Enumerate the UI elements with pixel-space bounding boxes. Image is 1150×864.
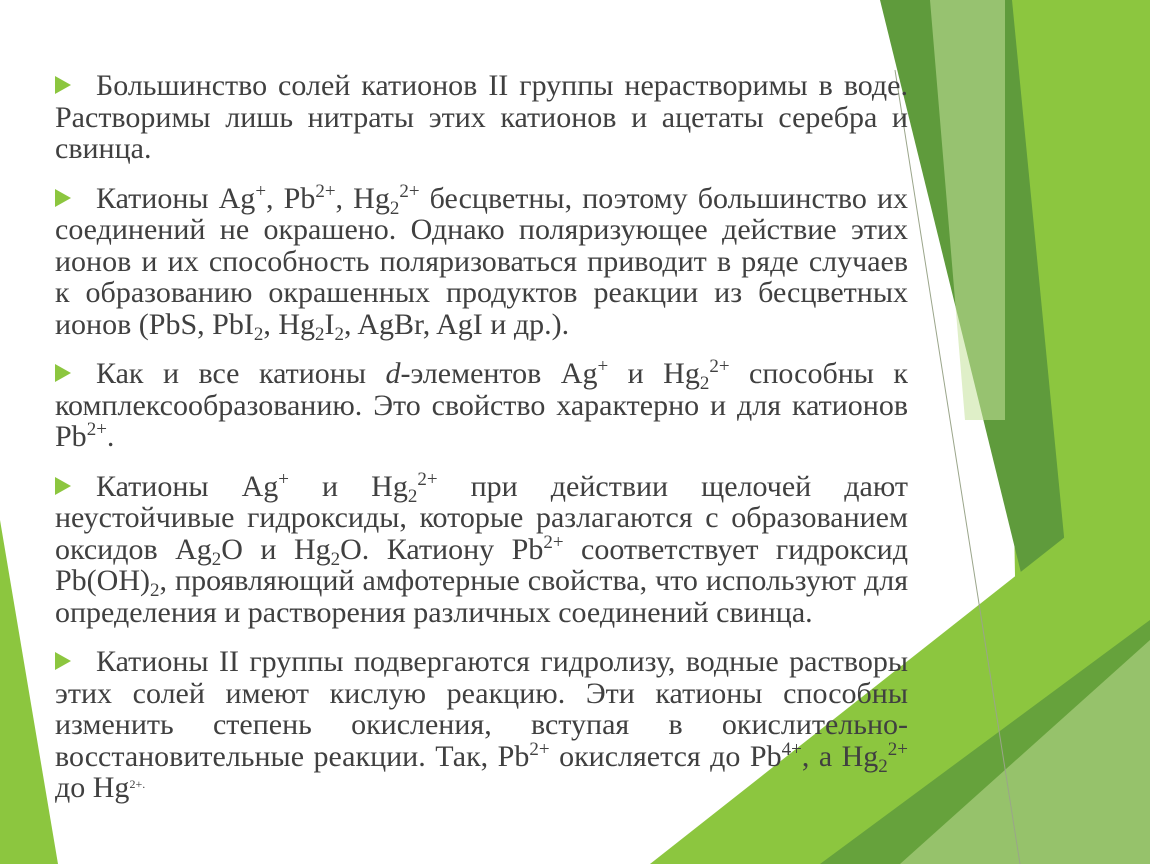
p4-b6: 2 (150, 580, 160, 601)
p4-t6: соответствует гидроксид Pb(OH) (55, 532, 908, 597)
p3-s3: 2+ (709, 356, 730, 377)
p3-t2: -элементов Ag (400, 357, 598, 390)
p2-t4: бесцветны, поэтому большинство их соединений не окрашено. Однако поляризующее действие этих ионов и их способность поляризоваться приводит в ряде случаев к образованию окрашенных продуктов реакции из бесцветных ионов (PbS, PbI (55, 181, 908, 341)
paragraph-1-text: Большинство солей катионов II группы нерастворимы в воде. Растворимы лишь нитраты этих катионов и ацетаты серебра и свинца. (55, 69, 908, 165)
p3-t5: . (106, 420, 115, 453)
paragraph-3 (55, 358, 908, 453)
p5-s1: 2+ (529, 738, 550, 760)
triangle-right-icon (55, 477, 71, 495)
p2-t6: I (324, 307, 335, 341)
p4-t7: , проявляющий амфотерные свойства, что используют для определения и растворения различных соединений свинца. (55, 564, 908, 629)
p4-b3: 2 (211, 548, 222, 570)
p3-s2: + (597, 356, 609, 377)
p4-t4: O и Hg (221, 532, 331, 566)
p4-t3: при действии щелочей дают неустойчивые гидроксиды, которые разлагаются с образованием оксидов Ag (55, 469, 908, 566)
triangle-right-icon (55, 364, 71, 382)
p2-b3: 2 (389, 197, 400, 219)
paragraph-5 (55, 646, 908, 804)
p5-t3: , а Hg (801, 739, 879, 773)
left-corner-triangle (0, 520, 58, 864)
p2-b5: 2 (314, 323, 325, 345)
p5-s2: 4+ (781, 738, 802, 760)
p2-t1: Катионы Ag (96, 181, 256, 215)
p4-s5: 2+ (543, 531, 564, 553)
p4-t2: и Hg (288, 469, 408, 503)
p5-b3: 2 (878, 755, 888, 777)
p5-s3: 2+ (887, 738, 908, 760)
triangle-right-icon (55, 76, 71, 94)
p2-s3: 2+ (399, 180, 420, 202)
p5-t1: Катионы II группы подвергаются гидролизу, водные растворы этих солей имеют кислую реакцию. Эти катионы способны изменить степень окисления, вступая в окислительно-восстановительные реакции. Так, Pb (55, 645, 908, 773)
paragraph-2 (55, 180, 908, 345)
p3-b3: 2 (699, 373, 710, 394)
p3-t1: Как и все катионы (96, 357, 386, 390)
p2-b6: 2 (334, 323, 344, 345)
p2-s1: + (255, 180, 267, 202)
p5-s4: 2+. (129, 777, 146, 791)
p4-s2: 2+ (417, 468, 438, 490)
p2-t3: , Hg (335, 181, 390, 215)
p4-t1: Катионы Ag (96, 469, 279, 503)
p4-t5: O. Катиону Pb (340, 532, 544, 566)
triangle-right-icon (55, 652, 71, 670)
p4-b4: 2 (330, 548, 341, 570)
p5-t2: окисляется до Pb (549, 739, 782, 773)
p5-t4: до Hg (55, 771, 130, 804)
p3-t4: способны к комплексообразованию. Это свойство характерно и для катионов Pb (55, 357, 908, 453)
triangle-right-icon (55, 189, 71, 207)
paragraph-1 (55, 70, 908, 165)
p2-b4: 2 (253, 323, 264, 345)
p2-t5: , Hg (263, 307, 315, 341)
p3-i1: d (385, 357, 401, 390)
p3-s4: 2+ (86, 419, 107, 440)
p3-t3: и Hg (608, 357, 700, 390)
slide-body (55, 70, 908, 822)
p2-t7: , AgBr, AgI и др.). (343, 307, 570, 341)
p4-s1: + (278, 468, 289, 490)
p4-b2: 2 (407, 485, 418, 507)
p2-t2: , Pb (266, 181, 316, 215)
paragraph-4 (55, 468, 908, 629)
p2-s2: 2+ (315, 180, 336, 202)
